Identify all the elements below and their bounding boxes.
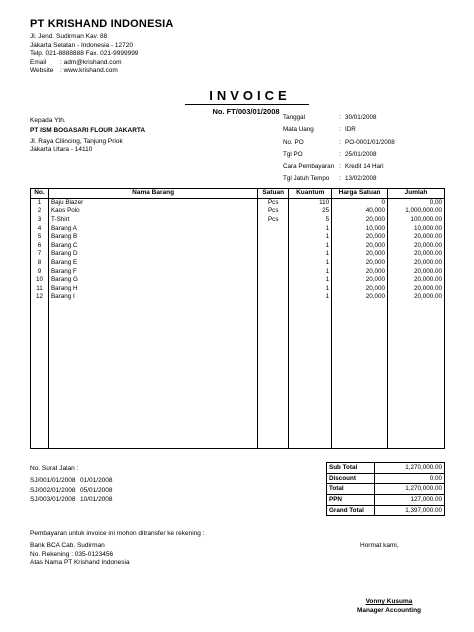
totals-value: 0.00 — [375, 473, 445, 484]
totals-value: 127,000.00 — [375, 495, 445, 506]
table-row — [31, 276, 445, 285]
item-unit: Pcs — [258, 199, 289, 208]
surat-jalan-entry — [30, 476, 113, 485]
meta-sep: : — [339, 114, 341, 121]
item-total: 20,000.00 — [388, 233, 445, 242]
company-address-2: Jakarta Selatan - Indonesia - 12720 — [30, 41, 133, 49]
totals-label: Discount — [327, 473, 375, 484]
item-name: T-Shirt — [48, 216, 257, 225]
item-total: 1,000,000.00 — [388, 207, 445, 216]
item-price: 40,000 — [332, 207, 388, 216]
greeting: Hormat kami, — [360, 542, 399, 549]
item-unit — [258, 267, 289, 276]
item-unit — [258, 241, 289, 250]
table-row — [31, 284, 445, 293]
invoice-number: No. FT/003/01/2008 — [212, 107, 280, 116]
filler-cell — [258, 302, 289, 449]
surat-jalan-entry — [30, 486, 113, 495]
signer-title: Manager Accounting — [356, 607, 422, 614]
payment-line-1: Pembayaran untuk invoice ini mohon ditransfer ke rekening : — [30, 530, 205, 537]
meta-sep: : — [339, 175, 341, 183]
item-unit — [258, 250, 289, 259]
totals-row — [327, 495, 445, 506]
invoice-meta — [283, 114, 395, 188]
item-qty: 1 — [289, 284, 332, 293]
table-row — [31, 293, 445, 302]
invoice-title: INVOICE — [209, 88, 291, 103]
item-no: 8 — [31, 259, 49, 268]
totals-row — [327, 484, 445, 495]
item-no: 3 — [31, 216, 49, 225]
company-website — [30, 67, 138, 76]
filler-cell — [289, 302, 332, 449]
meta-value: PO-0001/01/2008 — [345, 138, 395, 146]
item-total: 20,000.00 — [388, 267, 445, 276]
item-total: 20,000.00 — [388, 284, 445, 293]
meta-label: Tgl PO — [283, 150, 303, 158]
item-no: 12 — [31, 293, 49, 302]
sj-number: SJ/001/01/2008 — [30, 477, 76, 485]
company-address-1: Jl. Jend. Sudirman Kav. 88 — [30, 33, 108, 40]
item-no: 7 — [31, 250, 49, 259]
filler-cell — [332, 302, 388, 449]
totals-label: Sub Total — [327, 463, 375, 474]
payment-line-3: No. Rekening : 035-0123456 — [30, 550, 114, 558]
item-qty: 1 — [289, 276, 332, 285]
totals-value: 1,270,000.00 — [375, 484, 445, 495]
item-qty: 1 — [289, 259, 332, 268]
item-name: Barang G — [48, 276, 257, 285]
meta-label: No. PO — [283, 138, 304, 146]
totals-label: PPN — [327, 495, 375, 506]
item-name: Kaos Polo — [48, 207, 257, 216]
item-no: 1 — [31, 199, 49, 208]
table-row — [31, 259, 445, 268]
item-qty: 1 — [289, 293, 332, 302]
meta-value: 13/02/2008 — [345, 175, 377, 183]
item-name: Barang C — [48, 241, 257, 250]
item-name: Barang B — [48, 233, 257, 242]
item-no: 2 — [31, 207, 49, 216]
header-total: Jumlah — [388, 189, 445, 199]
filler-cell — [31, 302, 49, 449]
item-unit — [258, 259, 289, 268]
totals-label: Total — [327, 484, 375, 495]
item-price: 20,000 — [332, 267, 388, 276]
item-name: Barang E — [48, 259, 257, 268]
payment-line-4: Atas Nama PT Krishand Indonesia — [30, 559, 130, 567]
item-total: 20,000.00 — [388, 276, 445, 285]
surat-jalan-title: No. Surat Jalan : — [30, 465, 79, 472]
item-no: 4 — [31, 224, 49, 233]
totals-table — [326, 462, 445, 516]
item-name: Barang D — [48, 250, 257, 259]
meta-label: Mata Uang — [283, 126, 314, 134]
table-filler-row — [31, 302, 445, 449]
item-name: Barang I — [48, 293, 257, 302]
meta-row — [283, 139, 395, 151]
signature-block — [330, 597, 448, 615]
item-no: 6 — [31, 241, 49, 250]
surat-jalan-entry — [30, 495, 113, 504]
sj-date: 01/01/2008 — [80, 477, 113, 485]
item-unit — [258, 293, 289, 302]
customer-address-1: Jl. Raya Cilincing, Tanjung Priok — [30, 137, 123, 145]
table-row — [31, 233, 445, 242]
item-name: Barang H — [48, 284, 257, 293]
payment-info — [30, 530, 205, 568]
meta-row — [283, 175, 395, 187]
filler-cell — [48, 302, 257, 449]
email-label: Email — [30, 58, 47, 66]
item-unit — [258, 224, 289, 233]
header-qty: Kuantum — [289, 189, 332, 199]
sj-date: 05/01/2008 — [80, 486, 113, 494]
item-price: 20,000 — [332, 284, 388, 293]
title-rule — [185, 104, 309, 105]
totals-row — [327, 505, 445, 516]
item-qty: 1 — [289, 267, 332, 276]
item-total: 0,00 — [388, 199, 445, 208]
item-total: 20,000.00 — [388, 241, 445, 250]
item-unit — [258, 284, 289, 293]
item-name: Barang F — [48, 267, 257, 276]
totals-label: Grand Total — [327, 505, 375, 516]
item-qty: 5 — [289, 216, 332, 225]
meta-label: Tgl Jatuh Tempo — [283, 175, 330, 183]
sj-number: SJ/003/01/2008 — [30, 495, 76, 503]
item-name: Barang A — [48, 224, 257, 233]
totals-row — [327, 473, 445, 484]
totals-value: 1,270,000.00 — [375, 463, 445, 474]
payment-line-2: Bank BCA Cab. Sudirman — [30, 541, 105, 549]
email-value: : adm@krishand.com — [60, 58, 122, 66]
totals-row — [327, 463, 445, 474]
item-price: 10,000 — [332, 224, 388, 233]
meta-sep: : — [339, 163, 341, 171]
item-price: 20,000 — [332, 293, 388, 302]
meta-row — [283, 151, 395, 163]
meta-value: IDR — [345, 126, 356, 134]
item-unit — [258, 276, 289, 285]
item-qty: 110 — [289, 199, 332, 208]
item-unit: Pcs — [258, 216, 289, 225]
meta-sep: : — [339, 150, 341, 158]
header-unit: Satuan — [258, 189, 289, 199]
meta-label: Tanggal — [283, 114, 306, 121]
table-row — [31, 207, 445, 216]
meta-value: Kredit 14 Hari — [345, 163, 384, 171]
table-row — [31, 241, 445, 250]
item-qty: 1 — [289, 233, 332, 242]
item-qty: 1 — [289, 241, 332, 250]
item-total: 20,000.00 — [388, 250, 445, 259]
item-total: 10,000.00 — [388, 224, 445, 233]
item-unit: Pcs — [258, 207, 289, 216]
item-price: 20,000 — [332, 276, 388, 285]
meta-label: Cara Pembayaran — [283, 163, 335, 171]
meta-row — [283, 114, 395, 126]
items-header-row — [31, 189, 445, 199]
item-total: 20,000.00 — [388, 259, 445, 268]
table-row — [31, 216, 445, 225]
totals-value: 1,397,000.00 — [375, 505, 445, 516]
website-value: : www.krishand.com — [60, 67, 118, 75]
item-no: 10 — [31, 276, 49, 285]
customer-address-2: Jakarta Utara - 14110 — [30, 146, 93, 154]
signer-name: Vonny Kusuma — [365, 598, 413, 605]
company-phone: Telp. 021-8888888 Fax. 021-9999999 — [30, 50, 139, 58]
header-no: No. — [31, 189, 49, 199]
table-row — [31, 267, 445, 276]
items-table — [30, 188, 445, 449]
meta-row — [283, 163, 395, 175]
meta-value: 25/01/2008 — [345, 150, 377, 158]
item-price: 20,000 — [332, 216, 388, 225]
header-price: Harga Satuan — [332, 189, 388, 199]
sj-date: 10/01/2008 — [80, 495, 113, 503]
item-unit — [258, 233, 289, 242]
website-label: Website — [30, 67, 54, 75]
meta-value: 30/01/2008 — [345, 114, 377, 121]
item-price: 20,000 — [332, 241, 388, 250]
company-info — [30, 33, 138, 76]
company-name: PT KRISHAND INDONESIA — [30, 18, 174, 30]
item-price: 20,000 — [332, 259, 388, 268]
table-row — [31, 250, 445, 259]
surat-jalan — [30, 464, 113, 504]
item-no: 11 — [31, 284, 49, 293]
item-qty: 1 — [289, 224, 332, 233]
item-total: 100,000.00 — [388, 216, 445, 225]
item-qty: 25 — [289, 207, 332, 216]
customer-label: Kepada Yth. — [30, 117, 66, 124]
table-row — [31, 224, 445, 233]
table-row — [31, 199, 445, 208]
item-price: 20,000 — [332, 233, 388, 242]
item-price: 0 — [332, 199, 388, 208]
filler-cell — [388, 302, 445, 449]
item-price: 20,000 — [332, 250, 388, 259]
meta-row — [283, 126, 395, 138]
sj-number: SJ/002/01/2008 — [30, 486, 76, 494]
meta-sep: : — [339, 138, 341, 146]
item-total: 20,000.00 — [388, 293, 445, 302]
item-no: 9 — [31, 267, 49, 276]
item-qty: 1 — [289, 250, 332, 259]
customer-name: PT ISM BOGASARI FLOUR JAKARTA — [30, 127, 146, 135]
item-no: 5 — [31, 233, 49, 242]
item-name: Baju Blazer — [48, 199, 257, 208]
customer-block — [30, 117, 145, 155]
header-name: Nama Barang — [48, 189, 257, 199]
meta-sep: : — [339, 126, 341, 134]
company-email — [30, 59, 138, 68]
